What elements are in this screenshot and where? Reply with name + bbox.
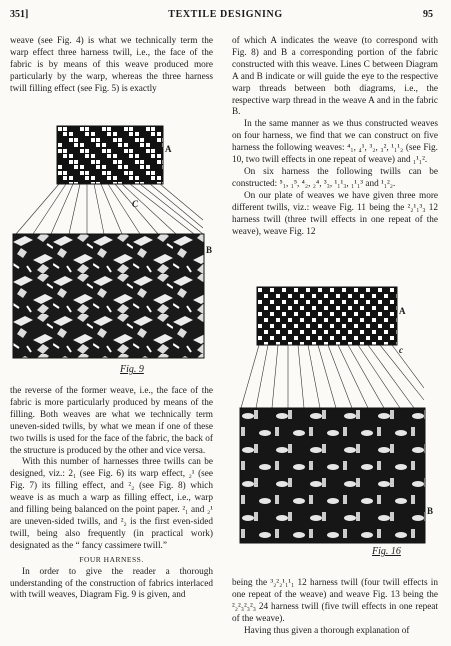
paragraph: In order to give the reader a thorough understanding of the construction of fabrics interlaced with twill weaves, Diagram Fig. 9 is given, and — [10, 566, 213, 601]
fabric-diagram-b — [13, 234, 204, 358]
paragraph: On our plate of weaves we have given three more different twills, viz.: weave Fig. 11 being the ²₂¹₁³₃ 12 harness twill (three twill effects in one repeat of the weave), weave Fig. 12 — [232, 190, 438, 237]
label-a-2: A — [399, 306, 406, 316]
label-b-2: B — [427, 506, 434, 516]
paragraph: On six harness the following twills can be constructed: ⁵₁, ₁⁵, ⁴₂, ₂⁴, ³₃, ¹₁¹₃, ₁¹₁³ and ¹₁²₂. — [232, 166, 438, 189]
label-c: C — [132, 199, 139, 209]
label-c-2: c — [399, 345, 403, 355]
paragraph: being the ³₂²₂¹₁¹₁ 12 harness twill (four twill effects in one repeat of the weave) and weave Fig. 13 being the ²₂²₃²₃²₃ 24 harness twill (five twill effects in one repeat of the weave). — [232, 578, 438, 624]
paragraph: Having thus given a thorough explanation of — [244, 625, 410, 636]
paragraph: In the same manner as we thus constructed weaves on four harness, we find that we can construct on five harness the following weaves: ⁴₁, ₄¹, ³₂, ₃², ¹₁¹₂ (see Fig. 10, two twill effects in one repeat of weave) and ₁¹₁². — [232, 119, 438, 166]
section-heading: FOUR HARNESS. — [79, 554, 144, 564]
label-b: B — [206, 245, 213, 255]
page-ref: 351] — [10, 9, 29, 20]
figure-caption: Fig. 9 — [120, 364, 144, 375]
running-title: TEXTILE DESIGNING — [168, 9, 283, 20]
page-number: 95 — [423, 9, 433, 20]
label-a: A — [165, 144, 172, 154]
weave-diagram-a-2 — [257, 287, 397, 345]
paragraph: weave (see Fig. 4) is what we technically term the warp effect three harness twill, i.e., the face of the fabric is by means of this weave produced more particularly by the warp, whereas the three harness twill filling effect (see Fig. 5) is exactly — [10, 36, 213, 94]
weave-diagram-a — [57, 126, 163, 184]
paragraph: of which A indicates the weave (to correspond with Fig. 8) and B a corresponding portion of the fabric constructed with this weave. Lines C between Diagram A and B indicate or will guide the eye to the respective warp threads between both diagrams, i.e., the respective warp thread in the weave A and in the fabric B. — [232, 36, 438, 118]
paragraph: the reverse of the former weave, i.e., the face of the fabric is more particularly produced by means of the filling. Both weaves are what we technically term uneven-sided twills, by what we mean if one of these two twills is used for the face of the fabric, the back of the structure is produced by the other and vice versa. — [10, 386, 213, 456]
guide-lines-c-2 — [241, 345, 424, 408]
guide-lines-c — [16, 184, 203, 234]
figure-caption-2: Fig. 16 — [372, 546, 401, 557]
fabric-diagram-b-2 — [240, 408, 425, 543]
paragraph: With this number of harnesses three twills can be designed, viz.: 2₁ (see Fig. 6) its warp effect, ₂¹ (see Fig. 7) its filling effect, and ²₂ (see Fig. 8) which weave is as much a warp as filling effect, i.e., warp and filling being balanced on the point paper. ²₁ and ₂¹ are uneven-sided twills, and ²₂ is the first even-sided twill, being also frequently (in practical work) designated as the “ fancy cassimere twill.” — [10, 457, 213, 551]
